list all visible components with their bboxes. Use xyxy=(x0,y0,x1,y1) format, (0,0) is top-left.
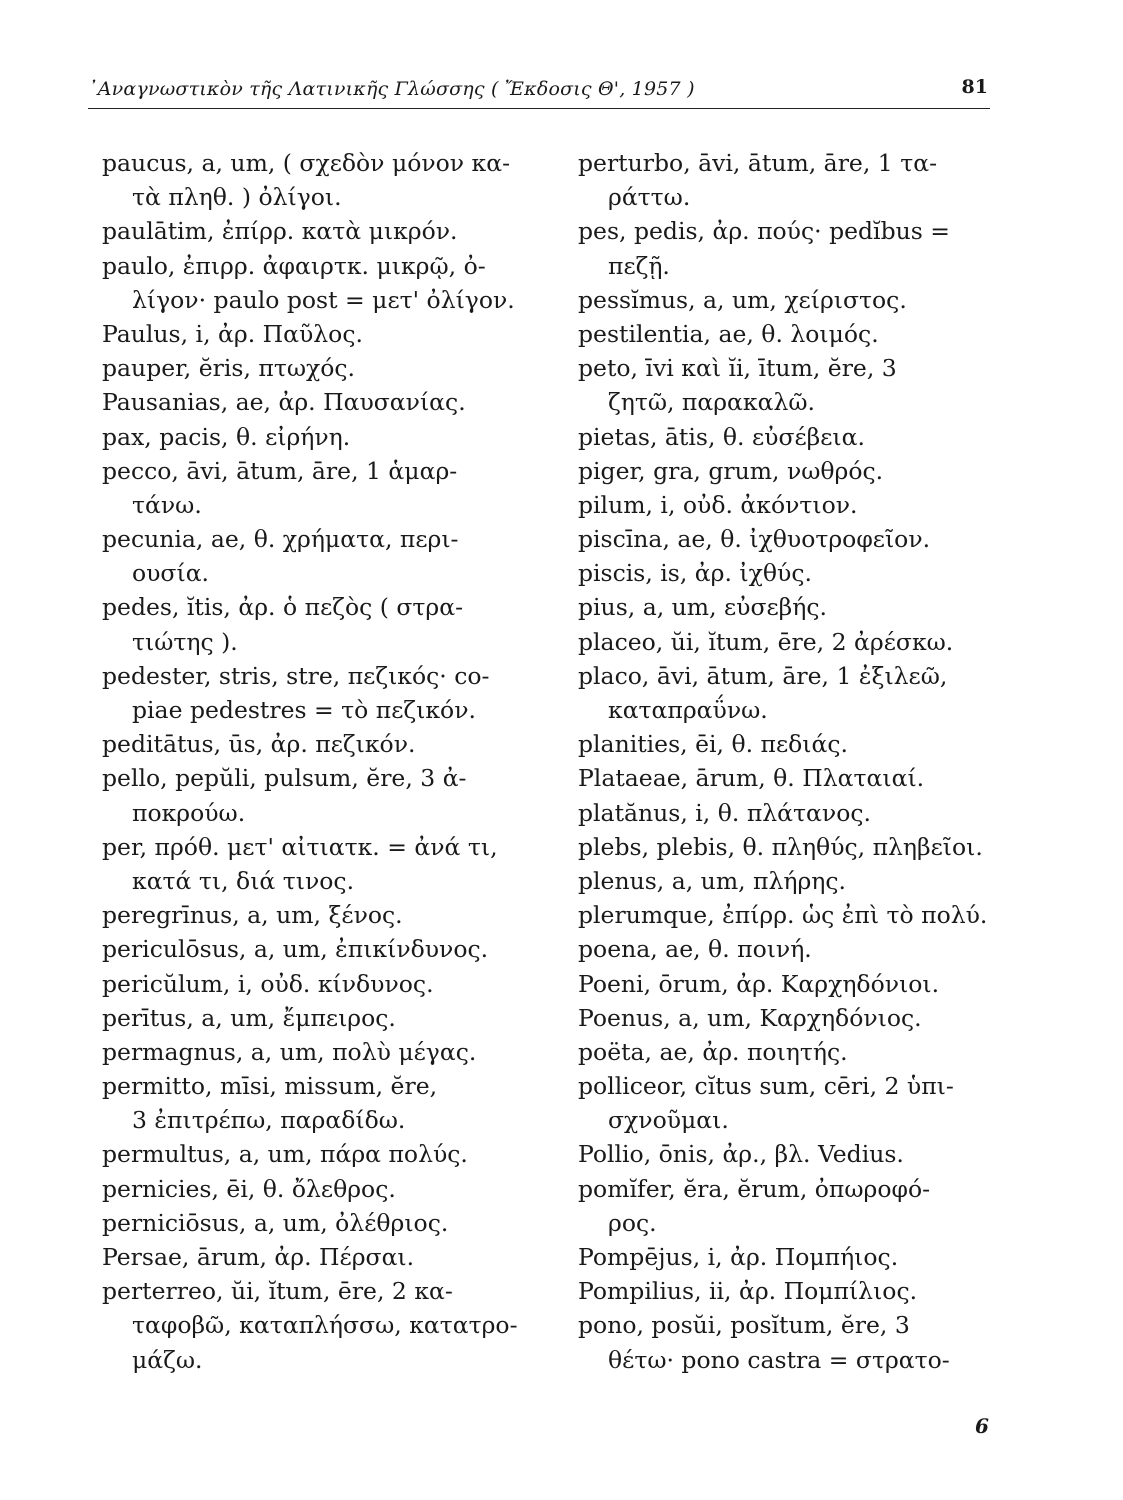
dictionary-entry: pestilentia, ae, θ. λοιμός. xyxy=(578,319,879,348)
entry-continuation: ποκρούω. xyxy=(132,798,246,827)
dictionary-entry: Paulus, i, ἀρ. Παῦλος. xyxy=(102,319,363,348)
dictionary-entry: platănus, i, θ. πλάτανος. xyxy=(578,798,871,827)
dictionary-entry: perītus, a, um, ἔμπειρος. xyxy=(102,1003,396,1032)
entry-continuation: λίγον· paulo post = μετ' ὀλίγον. xyxy=(132,285,515,314)
dictionary-entry: poëta, ae, ἀρ. ποιητής. xyxy=(578,1037,848,1066)
dictionary-entry: permagnus, a, um, πολὺ μέγας. xyxy=(102,1037,477,1066)
dictionary-entry: pericŭlum, i, οὐδ. κίνδυνος. xyxy=(102,969,434,998)
left-column xyxy=(102,146,552,1377)
entry-continuation: μάζω. xyxy=(132,1345,203,1374)
dictionary-entry: Pompējus, i, ἀρ. Πομπήιος. xyxy=(578,1243,899,1271)
dictionary-entry: Persae, ārum, ἀρ. Πέρσαι. xyxy=(102,1243,415,1271)
dictionary-entry: piscīna, ae, θ. ἰχθυοτροφεῖον. xyxy=(578,525,931,554)
dictionary-entry: placeo, ŭi, ĭtum, ēre, 2 ἀρέσκω. xyxy=(578,627,954,656)
entry-continuation: ρος. xyxy=(608,1208,657,1237)
dictionary-entry: pomĭfer, ĕra, ĕrum, ὀπωροφό- xyxy=(578,1174,931,1203)
dictionary-entry: per, πρόθ. μετ' αἰτιατκ. = ἀνά τι, xyxy=(102,832,498,861)
entry-continuation: κατά τι, διά τινος. xyxy=(132,866,355,895)
dictionary-entry: piger, gra, grum, νωθρός. xyxy=(578,456,884,485)
dictionary-entry: placo, āvi, ātum, āre, 1 ἐξιλεῶ, xyxy=(578,661,948,690)
dictionary-entry: permultus, a, um, πάρα πολύς. xyxy=(102,1140,468,1169)
entry-continuation: σχνοῦμαι. xyxy=(608,1106,729,1135)
dictionary-entry: plerumque, ἐπίρρ. ὡς ἐπὶ τὸ πολύ. xyxy=(578,901,988,930)
dictionary-entry: plenus, a, um, πλήρης. xyxy=(578,866,846,895)
dictionary-entry: Plataeae, ārum, θ. Πλαταιαί. xyxy=(578,764,925,793)
right-column xyxy=(578,146,1028,1377)
dictionary-entry: pedes, ĭtis, ἀρ. ὁ πεζὸς ( στρα- xyxy=(102,593,464,622)
entry-continuation: 3 ἐπιτρέπω, παραδίδω. xyxy=(132,1106,406,1135)
entry-continuation: ταφοβῶ, καταπλήσσω, κατατρο- xyxy=(132,1311,518,1340)
dictionary-entry: pietas, ātis, θ. εὐσέβεια. xyxy=(578,422,865,451)
dictionary-entry: pecco, āvi, ātum, āre, 1 ἁμαρ- xyxy=(102,456,458,485)
dictionary-entry: perterreo, ŭi, ĭtum, ēre, 2 κα- xyxy=(102,1277,453,1306)
entry-continuation: τάνω. xyxy=(132,490,202,519)
dictionary-entry: pax, pacis, θ. εἰρήνη. xyxy=(102,422,351,451)
dictionary-entry: pecunia, ae, θ. χρήματα, περι- xyxy=(102,525,459,554)
dictionary-entry: pes, pedis, ἀρ. πούς· pedĭbus = xyxy=(578,217,950,246)
dictionary-entry: paucus, a, um, ( σχεδὸν μόνον κα- xyxy=(102,149,511,177)
signature-mark: 6 xyxy=(975,1414,989,1438)
dictionary-entry: peditātus, ūs, ἀρ. πεζικόν. xyxy=(102,730,416,759)
dictionary-entry: poena, ae, θ. ποινή. xyxy=(578,935,812,964)
running-header xyxy=(88,74,990,109)
dictionary-entry: Pompilius, ii, ἀρ. Πομπίλιος. xyxy=(578,1277,918,1306)
entry-continuation: θέτω· pono castra = στρατο- xyxy=(608,1345,950,1374)
entry-continuation: πεζῇ. xyxy=(608,251,670,280)
dictionary-entry: peregrīnus, a, um, ξένος. xyxy=(102,901,403,930)
dictionary-entry: periculōsus, a, um, ἐπικίνδυνος. xyxy=(102,935,489,964)
dictionary-entry: Pausanias, ae, ἀρ. Παυσανίας. xyxy=(102,388,466,417)
dictionary-entry: planities, ēi, θ. πεδιάς. xyxy=(578,730,849,759)
dictionary-entry: paulo, ἐπιρρ. ἀφαιρτκ. μικρῷ, ὀ- xyxy=(102,251,486,280)
dictionary-entry: permitto, mīsi, missum, ĕre, xyxy=(102,1072,438,1101)
dictionary-entry: Poenus, a, um, Καρχηδόνιος. xyxy=(578,1003,922,1032)
dictionary-entry: plebs, plebis, θ. πληθύς, πληβεῖοι. xyxy=(578,832,983,861)
dictionary-entry: Poeni, ōrum, ἀρ. Καρχηδόνιοι. xyxy=(578,969,940,998)
dictionary-entry: pedester, stris, stre, πεζικός· co- xyxy=(102,661,490,690)
dictionary-entry: pello, pepŭli, pulsum, ĕre, 3 ἀ- xyxy=(102,764,467,793)
dictionary-entry: paulātim, ἐπίρρ. κατὰ μικρόν. xyxy=(102,217,458,246)
page-number: 81 xyxy=(961,76,988,98)
entry-continuation: ράττω. xyxy=(608,183,691,212)
entry-continuation: καταπραΰνω. xyxy=(608,696,768,724)
dictionary-entry: perniciōsus, a, um, ὀλέθριος. xyxy=(102,1208,449,1237)
dictionary-entry: pilum, i, οὐδ. ἀκόντιον. xyxy=(578,490,858,519)
dictionary-entry: Pollio, ōnis, ἀρ., βλ. Vedius. xyxy=(578,1140,904,1169)
dictionary-entry: pono, posŭi, posĭtum, ĕre, 3 xyxy=(578,1311,910,1340)
dictionary-entry: piscis, is, ἀρ. ἰχθύς. xyxy=(578,559,812,588)
dictionary-entry: polliceor, cĭtus sum, cēri, 2 ὑπι- xyxy=(578,1072,954,1101)
dictionary-entry: peto, īvi καὶ ĭi, ītum, ĕre, 3 xyxy=(578,354,897,383)
dictionary-entry: pessĭmus, a, um, χείριστος. xyxy=(578,285,907,314)
dictionary-entry: pauper, ĕris, πτωχός. xyxy=(102,354,356,383)
dictionary-entry: perturbo, āvi, ātum, āre, 1 τα- xyxy=(578,149,938,177)
entry-continuation: τὰ πληθ. ) ὀλίγοι. xyxy=(132,183,342,212)
entry-continuation: ζητῶ, παρακαλῶ. xyxy=(608,388,816,417)
header-title: ᾿Αναγνωστικὸν τῆς Λατινικῆς Γλώσσης ( Ἔκδοσις Θ', 1957 ) xyxy=(88,78,695,100)
entry-continuation: τιώτης ). xyxy=(132,627,238,656)
dictionary-entry: pernicies, ēi, θ. ὄλεθρος. xyxy=(102,1174,396,1203)
entry-continuation: ουσία. xyxy=(132,559,210,588)
dictionary-entry: pius, a, um, εὐσεβής. xyxy=(578,593,827,622)
entry-continuation: piae pedestres = τὸ πεζικόν. xyxy=(132,696,476,724)
